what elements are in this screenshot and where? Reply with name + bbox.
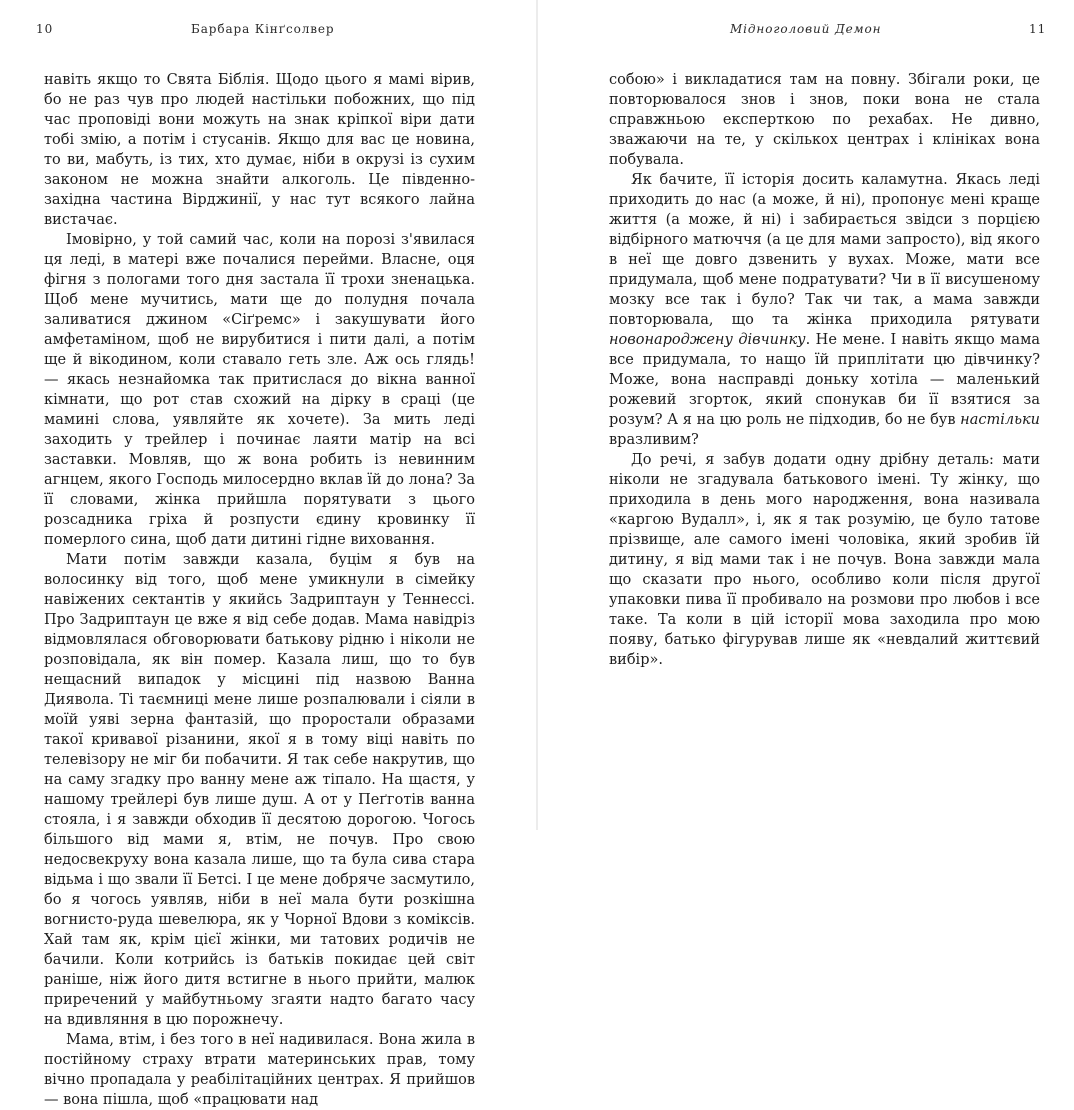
running-head-title: Мідноголовий Демон: [730, 22, 882, 36]
left-page-body: [44, 70, 475, 1110]
left-page: [0, 0, 537, 1108]
emphasis-text: настільки: [960, 412, 1040, 428]
paragraph: Імовірно, у той самий час, коли на порозі з'явилася ця леді, в матері вже почалися перейми. Власне, оця фігня з пологами того дня застала її трохи зненацька. Щоб мене мучитись, мати ще до полудня почала заливатися джином «Сіґремс» і закушувати його амфетаміном, щоб не вирубитися і пити далі, а потім ще й вікодином, коли ставало геть зле. Аж ось глядь! — якась незнайомка так притислася до вікна ванної кімнати, що рот став схожий на дірку в сраці (це мамині слова, уявляйте як хочете). За мить леді заходить у трейлер і починає лаяти матір на всі заставки. Мовляв, що ж вона робить із невинним агнцем, якого Господь милосердно вклав їй до лона? За її словами, жінка прийшла порятувати з цього розсадника гріха й розпусти єдину кровинку її померлого сина, щоб дати дитині гідне виховання.: [44, 232, 475, 548]
paragraph: [609, 170, 1040, 450]
paragraph: собою» і викладатися там на повну. Збігали роки, це повторювалося знов і знов, поки вона не стала справжньою експерткою по рехабах. Не дивно, зважаючи на те, у скількох центрах і клініках вона побувала.: [609, 72, 1040, 168]
right-page: [537, 0, 1074, 830]
paragraph-text: вразливим?: [609, 432, 699, 448]
page-number-right: 11: [1029, 22, 1047, 36]
paragraph: навіть якщо то Свята Біблія. Щодо цього я мамі вірив, бо не раз чув про людей настільки побожних, що під час проповіді вони можуть на знак кріпкої віри дати тобі змію, а потім і стусанів. Якщо для вас це новина, то ви, мабуть, із тих, хто думає, ніби в окрузі із сухим законом не можна знайти алкоголь. Це південно-західна частина Вірджинії, у нас тут всякого лайна вистачає.: [44, 72, 475, 228]
paragraph-text: Як бачите, її історія досить каламутна. Якась леді приходить до нас (а може, й ні), пропонує мені краще життя (а може, й ні) і забирається звідси з порцією відбірного матюччя (а це для мами запросто), від якого в неї ще довго дзвенить у вухах. Може, мати все придумала, щоб мене подратувати? Чи в її висушеному мозку все так і було? Так чи так, а мама завжди повторювала, що та жінка приходила рятувати: [609, 172, 1040, 328]
running-head-author: Барбара Кінґсолвер: [191, 22, 335, 36]
paragraph-text: . Не мене. І навіть якщо мама все придумала, то нащо їй приплітати цю дівчинку? Може, вона насправді доньку хотіла — маленький рожевий згорток, який спонукав би її взятися за розум? А я на цю роль не підходив, бо не був: [609, 332, 1040, 428]
page-number-left: 10: [36, 22, 54, 36]
right-page-body: [609, 70, 1040, 670]
paragraph: Мама, втім, і без того в неї надивилася. Вона жила в постійному страху втрати материнських прав, тому вічно пропадала у реабілітаційних центрах. Я прийшов — вона пішла, щоб «працювати над: [44, 1032, 475, 1108]
paragraph: До речі, я забув додати одну дрібну деталь: мати ніколи не згадувала батькового імені. Ту жінку, що приходила в день мого народження, вона називала «каргою Вудалл», і, як я так розумію, це було татове прізвище, але самого імені чоловіка, який зробив їй дитину, я від мами так і не почув. Вона завжди мала що сказати про нього, особливо коли після другої упаковки пива її пробивало на розмови про любов і все таке. Та коли в цій історії мова заходила про мою появу, батько фігурував лише як «невдалий життєвий вибір».: [609, 452, 1040, 668]
paragraph: Мати потім завжди казала, буцім я був на волосинку від того, щоб мене умикнули в сімейку навіжених сектантів у якийсь Задриптаун у Теннессі. Про Задриптаун це вже я від себе додав. Мама навідріз відмовлялася обговорювати батькову рідню і ніколи не розповідала, як він помер. Казала лиш, що то був нещасний випадок у місцині під назвою Ванна Диявола. Ті таємниці мене лише розпалювали і сіяли в моїй уяві зерна фантазій, що проростали образами такої кривавої різанини, якої я в тому віці навіть по телевізору не міг би побачити. Я так себе накрутив, що на саму згадку про ванну мене аж тіпало. На щастя, у нашому трейлері був лише душ. А от у Пеґготів ванна стояла, і я завжди обходив її десятою дорогою. Чогось більшого від мами я, втім, не почув. Про свою недосвекруху вона казала лише, що та була сива стара відьма і що звали її Бетсі. І це мене добряче засмутило, бо я чогось уявляв, ніби в неї мала бути розкішна вогнисто-руда шевелюра, як у Чорної Вдови з коміксів. Хай там як, крім цієї жінки, ми татових родичів не бачили. Коли котрийсь із батьків покидає цей світ раніше, ніж його дитя встигне в нього прийти, малюк приречений у майбутньому згаяти надто багато часу на вдивляння в цю порожнечу.: [44, 552, 475, 1028]
emphasis-text: новонароджену дівчинку: [609, 332, 806, 348]
